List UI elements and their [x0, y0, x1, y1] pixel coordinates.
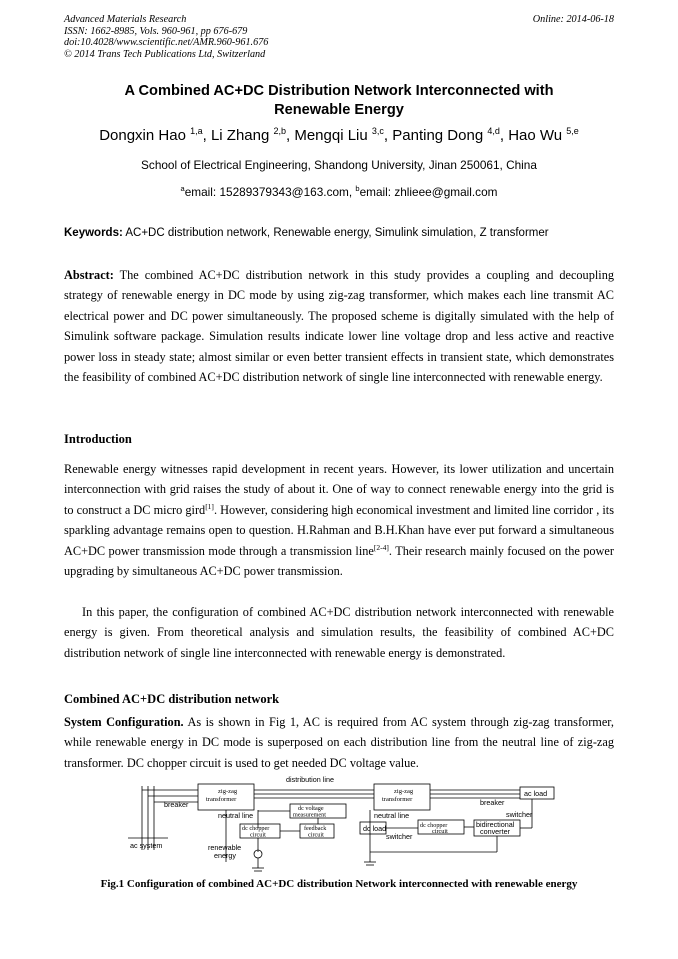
figure-1-diagram [128, 772, 558, 876]
label-zigzag-1: zig-zag [218, 788, 238, 795]
author-list: Dongxin Hao $^{1,a}$, Li Zhang $^{2,b}$, Mengqi Liu $^{3,c}$, Panting Dong $^{4,d}$, Hao Wu $^{5,e}$ [99, 126, 579, 144]
label-dc-load: dc load [363, 824, 387, 833]
keywords-text: AC+DC distribution network, Renewable energy, Simulink simulation, Z transformer [122, 227, 549, 239]
label-distribution-line: distribution line [286, 775, 334, 784]
intro-text: Renewable energy witnesses rapid development in recent years. However, its lower utilization and uncertain interconnection with grid raises the study of about it. One of way to connect renewable energy into the grid is to construct a DC micro gird [64, 462, 614, 517]
label-zigzag-2: zig-zag [394, 788, 414, 795]
paper-title [64, 82, 614, 120]
label-ac-load: ac load [524, 789, 548, 798]
doi-line: doi:10.4028/www.scientific.net/AMR.960-961.676 [64, 37, 269, 48]
system-config-paragraph [64, 712, 614, 773]
label-measurement: measurement [293, 811, 326, 819]
label-feedback: feedback [304, 825, 327, 832]
email-b: email: zhlieee@gmail.com [359, 185, 498, 199]
label-dc-voltage: dc voltage [298, 805, 324, 812]
label-switcher-2: switcher [506, 810, 533, 819]
author-affil-mark: 4,d [487, 126, 500, 136]
label-breaker-left: breaker [164, 800, 189, 809]
journal-name: Advanced Materials Research [64, 14, 187, 25]
abstract-label: Abstract: [64, 268, 114, 282]
intro-text: . However, considering high economical investment and limited line corridor , its sparkling advantage remains open to question. H.Rahman and B.H.Khan have ever put forward a simultaneous AC+DC power transmission mode through a transmission line [64, 502, 614, 558]
label-chopper-1-circuit: circuit [250, 831, 266, 839]
intro-paragraph-1 [64, 459, 614, 581]
title-line-2: Renewable Energy [274, 102, 404, 118]
label-ac-system: ac system [130, 841, 163, 850]
email-mark-a: a [180, 184, 185, 193]
keywords [64, 227, 624, 239]
label-energy: energy [214, 851, 236, 860]
email-a: email: 15289379343@163.com, [184, 185, 356, 199]
keywords-label: Keywords: [64, 227, 123, 239]
affiliation: School of Electrical Engineering, Shandong University, Jinan 250061, China [141, 158, 537, 172]
figure-1-caption: Fig.1 Configuration of combined AC+DC distribution Network interconnected with renewable energy [100, 878, 578, 890]
intro-text: . Their research mainly focused on the power upgrading by simultaneous AC+DC power transmission. [64, 543, 614, 579]
section-heading-introduction: Introduction [64, 432, 132, 446]
author-name: Li Zhang [210, 127, 270, 144]
label-neutral-right: neutral line [374, 811, 410, 820]
label-feedback-circuit: circuit [308, 831, 324, 839]
label-neutral-left: neutral line [218, 811, 254, 820]
system-config-text: As is shown in Fig 1, AC is required from AC system through zig-zag transformer, while renewable energy in DC mode is superposed on each distribution line from the neutral line of zig-zag transformer. DC chopper circuit is used to get needed DC voltage value. [64, 715, 614, 770]
author-name: Mengqi Liu [294, 127, 368, 144]
title-line-1: A Combined AC+DC Distribution Network Interconnected with [124, 83, 554, 99]
label-bidirectional: bidirectional [476, 820, 515, 829]
abstract [64, 265, 614, 387]
section-heading-network: Combined AC+DC distribution network [64, 692, 280, 706]
journal-header [64, 14, 268, 60]
online-date: Online: 2014-06-18 [532, 14, 614, 25]
author-affil-mark: 1,a [190, 126, 203, 136]
label-transformer-2: transformer [382, 796, 413, 803]
copyright-line: © 2014 Trans Tech Publications Ltd, Switzerland [64, 48, 266, 60]
intro-paragraph-2: In this paper, the configuration of combined AC+DC distribution network interconnected with renewable energy is given. From theoretical analysis and simulation results, the feasibility of combined AC+DC distribution network of single line interconnected with renewable energy is demonstrated. [64, 605, 614, 660]
label-converter: converter [480, 827, 510, 836]
author-name: Dongxin Hao [99, 127, 186, 144]
author-affil-mark: 2,b [273, 126, 286, 136]
author-name: Panting Dong [392, 127, 484, 144]
label-breaker-right: breaker [480, 798, 505, 807]
author-affil-mark: 3,c [371, 126, 384, 136]
author-emails [64, 184, 614, 199]
email-mark-b: b [355, 184, 360, 193]
issn-line: ISSN: 1662-8985, Vols. 960-961, pp 676-679 [64, 25, 248, 37]
label-switcher-1: switcher [386, 832, 413, 841]
subsection-label: System Configuration. [64, 715, 184, 729]
label-renewable: renewable [208, 843, 242, 852]
author-affil-mark: 5,e [566, 126, 579, 136]
citation-ref[interactable]: [2-4] [373, 542, 389, 552]
label-chopper-1: dc chopper [242, 825, 270, 832]
label-chopper-2: dc chopper [420, 822, 448, 829]
citation-ref[interactable]: [1] [205, 501, 214, 511]
label-transformer-1: transformer [206, 796, 237, 803]
abstract-text: The combined AC+DC distribution network in this study provides a coupling and decoupling strategy of renewable energy in DC mode by using zig-zag transformer, which makes each line transmit AC electrical power and DC power simultaneously. The proposed scheme is digitally simulated with the help of Simulink software package. Simulation results indicate lower line voltage drop and less active and reactive power loss in steady state; almost similar or even better transient effects in transient state, which demonstrates the feasibility of combined AC+DC distribution network of single line interconnected with renewable energy. [64, 268, 614, 385]
label-chopper-2-circuit: circuit [432, 828, 448, 835]
author-name: Hao Wu [508, 127, 563, 144]
